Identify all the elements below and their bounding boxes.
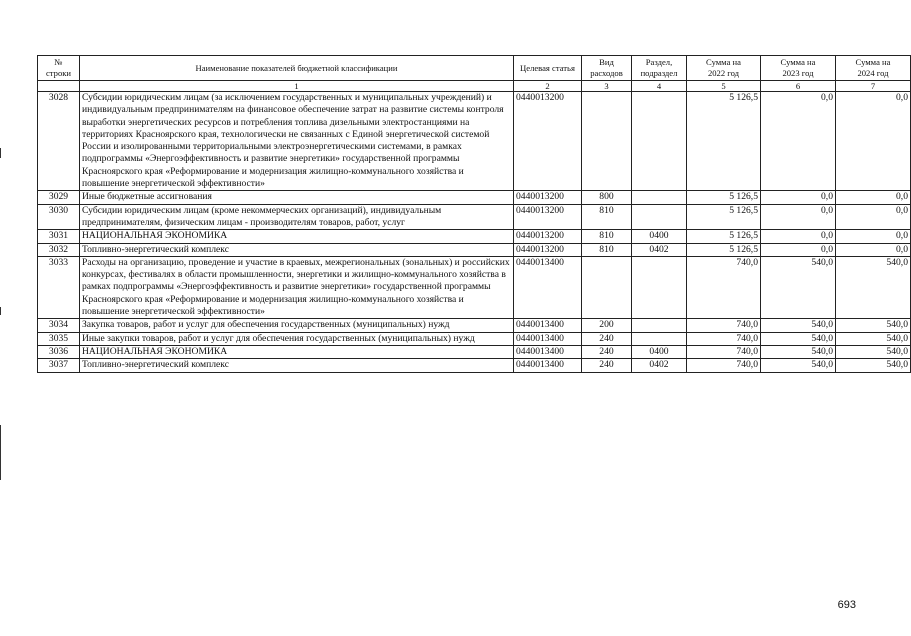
target-article: 0440013400 [514, 332, 582, 345]
expense-type: 810 [582, 243, 632, 256]
section-code [632, 256, 687, 318]
table-row [38, 345, 911, 358]
sum-2023: 540,0 [761, 345, 836, 358]
expense-type: 240 [582, 345, 632, 358]
sum-2022: 740,0 [687, 319, 761, 332]
sum-2024: 540,0 [836, 332, 911, 345]
sum-2022: 740,0 [687, 256, 761, 318]
sum-2022: 5 126,5 [687, 92, 761, 191]
column-number: 6 [761, 81, 836, 92]
header-sum-2024: Сумма на 2024 год [836, 56, 911, 81]
header-sum-2023: Сумма на 2023 год [761, 56, 836, 81]
row-number: 3036 [38, 345, 80, 358]
sum-2023: 0,0 [761, 92, 836, 191]
column-number: 4 [632, 81, 687, 92]
target-article: 0440013400 [514, 319, 582, 332]
sum-2024: 0,0 [836, 204, 911, 230]
sum-2023: 540,0 [761, 256, 836, 318]
section-code: 0400 [632, 345, 687, 358]
indicator-name: Иные закупки товаров, работ и услуг для обеспечения государственных (муниципальных) нужд [80, 332, 514, 345]
section-code: 0402 [632, 243, 687, 256]
target-article: 0440013200 [514, 230, 582, 243]
table-header-row [38, 56, 911, 81]
indicator-name: Закупка товаров, работ и услуг для обеспечения государственных (муниципальных) нужд [80, 319, 514, 332]
indicator-name: НАЦИОНАЛЬНАЯ ЭКОНОМИКА [80, 345, 514, 358]
indicator-name: Субсидии юридическим лицам (кроме некоммерческих организаций), индивидуальным предпринимателям, физическим лицам - производителям товаров, работ, услуг [80, 204, 514, 230]
sum-2022: 5 126,5 [687, 243, 761, 256]
sum-2023: 540,0 [761, 359, 836, 372]
section-code [632, 204, 687, 230]
section-code [632, 92, 687, 191]
column-number-blank [38, 81, 80, 92]
sum-2023: 0,0 [761, 191, 836, 204]
sum-2024: 540,0 [836, 256, 911, 318]
target-article: 0440013400 [514, 345, 582, 358]
header-indicator-name: Наименование показателей бюджетной классификации [80, 56, 514, 81]
expense-type: 810 [582, 204, 632, 230]
column-number: 3 [582, 81, 632, 92]
indicator-name: НАЦИОНАЛЬНАЯ ЭКОНОМИКА [80, 230, 514, 243]
scan-margin-mark [0, 148, 1, 158]
sum-2022: 5 126,5 [687, 230, 761, 243]
sum-2022: 5 126,5 [687, 191, 761, 204]
section-code: 0402 [632, 359, 687, 372]
table-row [38, 359, 911, 372]
scan-margin-mark [0, 307, 1, 315]
table-row [38, 319, 911, 332]
table-row [38, 243, 911, 256]
indicator-name: Топливно-энергетический комплекс [80, 359, 514, 372]
sum-2023: 540,0 [761, 319, 836, 332]
target-article: 0440013200 [514, 204, 582, 230]
row-number: 3032 [38, 243, 80, 256]
target-article: 0440013200 [514, 92, 582, 191]
sum-2022: 740,0 [687, 345, 761, 358]
row-number: 3031 [38, 230, 80, 243]
header-sum-2022: Сумма на 2022 год [687, 56, 761, 81]
row-number: 3035 [38, 332, 80, 345]
header-row-number: № строки [38, 56, 80, 81]
sum-2022: 5 126,5 [687, 204, 761, 230]
section-code: 0400 [632, 230, 687, 243]
header-expense-type: Вид расходов [582, 56, 632, 81]
budget-table [37, 55, 911, 373]
sum-2023: 0,0 [761, 204, 836, 230]
header-target-article: Целевая статья [514, 56, 582, 81]
row-number: 3028 [38, 92, 80, 191]
section-code [632, 191, 687, 204]
column-number: 1 [80, 81, 514, 92]
sum-2024: 540,0 [836, 359, 911, 372]
expense-type: 240 [582, 332, 632, 345]
table-row [38, 191, 911, 204]
table-row [38, 204, 911, 230]
sum-2022: 740,0 [687, 332, 761, 345]
table-row [38, 92, 911, 191]
expense-type: 240 [582, 359, 632, 372]
page-number: 693 [837, 599, 856, 611]
sum-2024: 540,0 [836, 345, 911, 358]
column-number: 7 [836, 81, 911, 92]
target-article: 0440013200 [514, 243, 582, 256]
expense-type [582, 256, 632, 318]
section-code [632, 319, 687, 332]
sum-2024: 0,0 [836, 92, 911, 191]
sum-2023: 540,0 [761, 332, 836, 345]
header-section: Раздел, подраздел [632, 56, 687, 81]
sum-2023: 0,0 [761, 230, 836, 243]
expense-type: 800 [582, 191, 632, 204]
sum-2024: 0,0 [836, 191, 911, 204]
table-row [38, 230, 911, 243]
expense-type: 810 [582, 230, 632, 243]
expense-type: 200 [582, 319, 632, 332]
expense-type [582, 92, 632, 191]
column-number-row [38, 81, 911, 92]
indicator-name: Топливно-энергетический комплекс [80, 243, 514, 256]
column-number: 5 [687, 81, 761, 92]
indicator-name: Субсидии юридическим лицам (за исключением государственных и муниципальных учреждений) и индивидуальным предпринимателям на финансовое обеспечение затрат на развитие системы контроля выработки энергетических ресурсов и потребления топлива дизельными электростанциями на территориях Красноярского края, технологически не связанных с Единой энергетической системой России и изолированными территориальными электроэнергетическими системами, в рамках подпрограммы «Энергоэффективность и развитие энергетики» государственной программы Красноярского края «Реформирование и модернизация жилищно-коммунального хозяйства и повышение энергетической эффективности» [80, 92, 514, 191]
row-number: 3029 [38, 191, 80, 204]
sum-2023: 0,0 [761, 243, 836, 256]
indicator-name: Иные бюджетные ассигнования [80, 191, 514, 204]
sum-2022: 740,0 [687, 359, 761, 372]
row-number: 3034 [38, 319, 80, 332]
target-article: 0440013200 [514, 191, 582, 204]
table-row [38, 256, 911, 318]
target-article: 0440013400 [514, 359, 582, 372]
row-number: 3033 [38, 256, 80, 318]
column-number: 2 [514, 81, 582, 92]
indicator-name: Расходы на организацию, проведение и участие в краевых, межрегиональных (зональных) и российских конкурсах, фестивалях в области промышленности, энергетики и жилищно-коммунального хозяйства в рамках подпрограммы «Энергоэффективность и развитие энергетики» государственной программы Красноярского края «Реформирование и модернизация жилищно-коммунального хозяйства и повышение энергетической эффективности» [80, 256, 514, 318]
section-code [632, 332, 687, 345]
target-article: 0440013400 [514, 256, 582, 318]
row-number: 3030 [38, 204, 80, 230]
row-number: 3037 [38, 359, 80, 372]
table-row [38, 332, 911, 345]
sum-2024: 0,0 [836, 230, 911, 243]
sum-2024: 0,0 [836, 243, 911, 256]
scan-margin-mark [0, 425, 1, 480]
sum-2024: 540,0 [836, 319, 911, 332]
